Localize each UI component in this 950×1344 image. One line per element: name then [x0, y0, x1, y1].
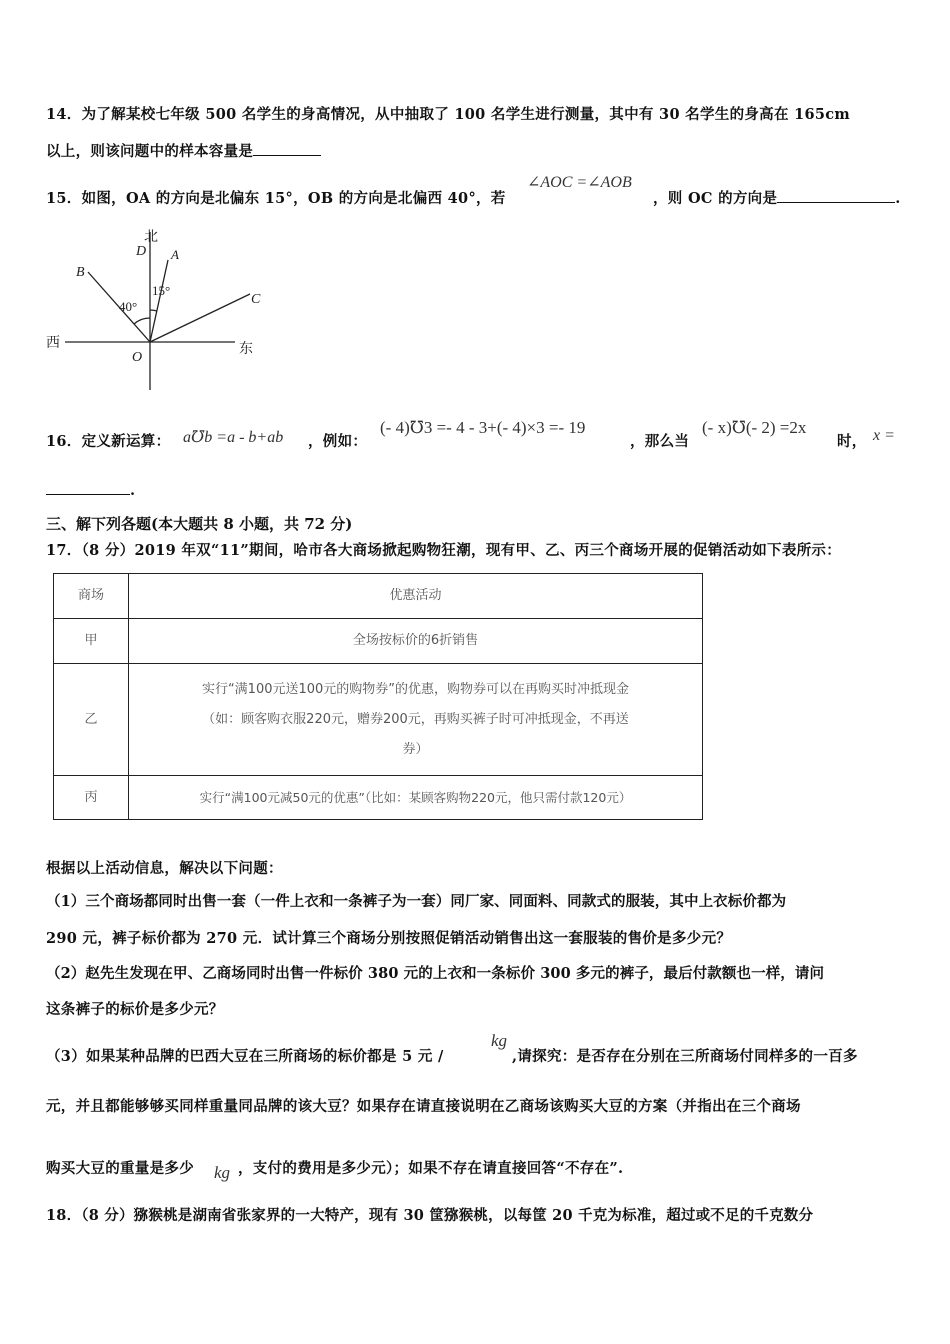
label-angle-15: 15°: [152, 283, 171, 298]
store-cell: 丙: [54, 776, 129, 820]
q17-part2-line1: （2）赵先生发现在甲、乙商场同时出售一件标价 380 元的上衣和一条标价 300 多元的裤子，最后付款额也一样，请问: [46, 965, 825, 982]
angle-15-arc: [150, 310, 157, 311]
q14-line2-text: 以上，则该问题中的样本容量是: [46, 143, 254, 160]
q16-text-d: 时，: [837, 433, 867, 450]
label-d: D: [136, 244, 147, 259]
ray-oc: [150, 294, 250, 342]
q16-op-def: a℧b =a - b+ab: [183, 429, 284, 446]
q15-text-a: 15．如图，OA 的方向是北偏东 15°，OB 的方向是北偏西 40°，若: [46, 190, 506, 207]
q17-part3-line2: 元，并且都能够够买同样重量同品牌的该大豆？如果存在请直接说明在乙商场该购买大豆的方案（并指出在三个商场: [46, 1098, 801, 1115]
promotion-line: （如：顾客购衣服220元，赠券200元，再购买裤子时可冲抵现金，不再送: [202, 711, 629, 727]
promotion-cell: 实行“满100元减50元的优惠”（比如：某顾客购物220元，他只需付款120元）: [129, 776, 703, 820]
q16-example: (- 4)℧3 =- 4 - 3+(- 4)×3 =- 19: [380, 418, 586, 437]
q17-part1-line1: （1）三个商场都同时出售一套（一件上衣和一条裤子为一套）同厂家、同面料、同款式的服装，其中上衣标价都为: [46, 893, 787, 910]
header-store: 商场: [54, 574, 129, 619]
q15-end: .: [895, 190, 901, 207]
q17-part3-line1b: ,请探究：是否存在分别在三所商场付同样多的一百多: [512, 1048, 858, 1065]
table-row: [54, 776, 703, 820]
label-o: O: [132, 350, 143, 365]
q17-part3-line3a: 购买大豆的重量是多少: [46, 1160, 194, 1177]
q15-text-b: ，则 OC 的方向是: [653, 190, 778, 207]
header-promotion: 优惠活动: [129, 574, 703, 619]
label-c: C: [251, 292, 261, 307]
q15-line-end: [653, 187, 901, 208]
promotion-cell: 全场按标价的6折销售: [129, 619, 703, 664]
ray-oa: [150, 260, 171, 342]
q17-part1-line2: 290 元，裤子标价都为 270 元．试计算三个商场分别按照促销活动销售出这一套服装的售价是多少元？: [46, 930, 732, 947]
q17-intro: 17．（8 分）2019 年双“11”期间，哈市各大商场掀起购物狂潮，现有甲、乙、丙三个商场开展的促销活动如下表所示：: [46, 542, 842, 559]
label-east: 东: [239, 341, 253, 357]
q16-end: .: [130, 482, 136, 499]
answer-blank: [253, 155, 321, 156]
label-b: B: [76, 265, 85, 280]
unit-kg: kg: [214, 1163, 231, 1182]
store-cell: 乙: [54, 664, 129, 776]
q16-condition: (- x)℧(- 2) =2x: [702, 418, 807, 437]
q14-line2: [46, 140, 321, 161]
answer-blank: [46, 494, 130, 495]
answer-blank: [777, 202, 895, 203]
q16-answer-line: [46, 482, 135, 499]
section-heading: 三、解下列各题(本大题共 8 小题，共 72 分): [46, 515, 353, 533]
q17-prompt: 根据以上活动信息，解决以下问题：: [46, 860, 283, 877]
promotion-table: [53, 573, 703, 820]
angle-40-arc: [134, 318, 150, 324]
promotion-line: 实行“满100元送100元的购物券”的优惠，购物券可以在再购买时冲抵现金: [201, 681, 630, 697]
q18-line1: 18．（8 分）猕猴桃是湖南省张家界的一大特产，现有 30 筐猕猴桃，以每筐 20 千克为标准，超过或不足的千克数分: [46, 1207, 814, 1224]
label-a: A: [171, 247, 179, 262]
q17-part3-line3b: ，支付的费用是多少元）；如果不存在请直接回答“不存在”.: [238, 1160, 624, 1177]
q14-line1: 14．为了解某校七年级 500 名学生的身高情况，从中抽取了 100 名学生进行测量，其中有 30 名学生的身高在 165cm: [46, 106, 851, 123]
q16-text-a: 16．定义新运算：: [46, 433, 171, 450]
label-north: 北: [144, 229, 158, 245]
q17-part2-line2: 这条裤子的标价是多少元？: [46, 1001, 224, 1018]
promotion-cell: [129, 664, 703, 776]
store-cell: 甲: [54, 619, 129, 664]
q16-text-c: ，那么当: [630, 433, 690, 450]
direction-figure: [40, 222, 280, 397]
table-row: [54, 619, 703, 664]
label-west: 西: [46, 335, 60, 351]
label-angle-40: 40°: [119, 299, 138, 314]
q17-part3-line1a: （3）如果某种品牌的巴西大豆在三所商场的标价都是 5 元 /: [46, 1048, 444, 1065]
table-row: [54, 664, 703, 776]
unit-kg: kg: [491, 1031, 508, 1050]
q16-ask: x =: [873, 427, 895, 444]
table-header-row: [54, 574, 703, 619]
q16-text-b: ，例如：: [308, 433, 368, 450]
q15-formula: ∠AOC =∠AOB: [527, 174, 632, 191]
promotion-line: 券）: [402, 741, 429, 757]
